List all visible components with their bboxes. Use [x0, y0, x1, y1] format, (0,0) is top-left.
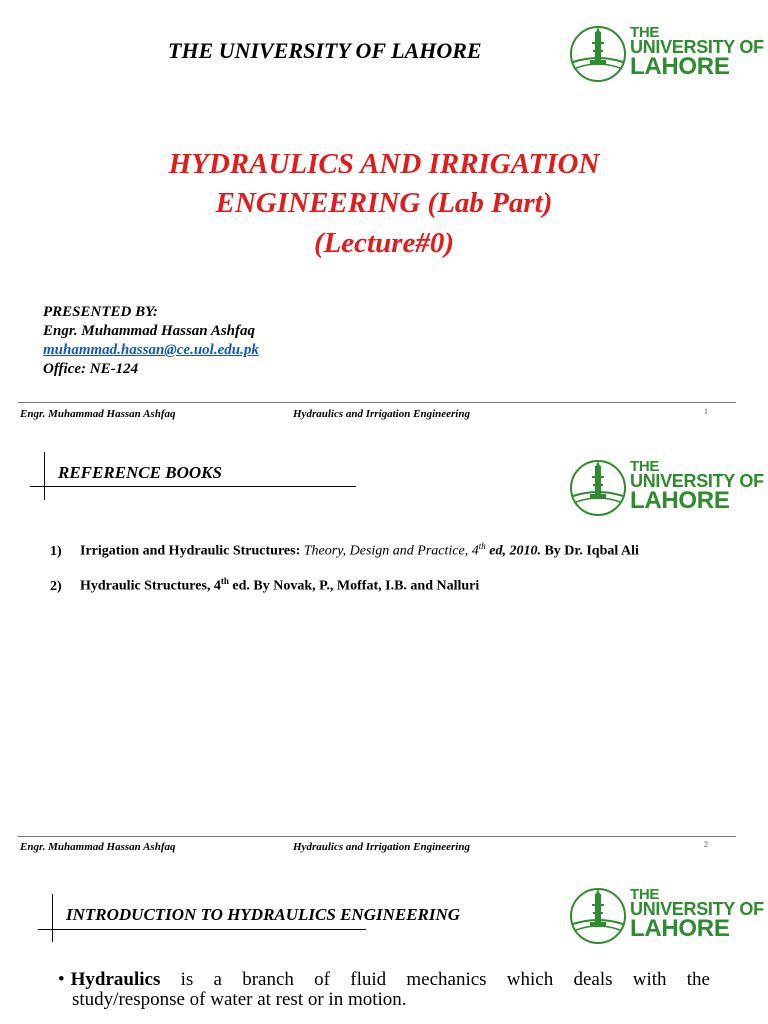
university-heading: THE UNIVERSITY OF LAHORE	[168, 38, 482, 63]
reference-number: 1)	[50, 543, 62, 559]
university-logo	[568, 886, 768, 946]
minar-emblem-icon	[568, 458, 628, 518]
footer-divider	[18, 402, 736, 403]
reference-number: 2)	[50, 578, 62, 594]
logo-line-the: THE	[630, 458, 660, 475]
university-logo	[568, 458, 768, 518]
reference-text: Hydraulic Structures, 4	[80, 578, 221, 594]
heading-accent-vertical	[44, 452, 45, 500]
footer-course: Hydraulics and Irrigation Engineering	[293, 408, 470, 420]
presenter-email-link[interactable]: muhammad.hassan@ce.uol.edu.pk	[43, 342, 259, 358]
page-number: 1	[704, 407, 708, 416]
minar-emblem-icon	[568, 886, 628, 946]
reference-sup: th	[478, 541, 486, 551]
reference-author: By Dr. Iqbal Ali	[540, 543, 639, 559]
reference-edition: ed, 2010.	[485, 543, 541, 559]
reference-subtitle: Theory, Design and Practice, 4	[303, 543, 479, 559]
logo-line-university-of: UNIVERSITY OF	[630, 899, 764, 919]
footer-author: Engr. Muhammad Hassan Ashfaq	[20, 841, 176, 853]
university-logo	[568, 24, 768, 84]
lecture-number: (Lecture#0)	[313, 227, 455, 259]
bullet-line-1	[58, 970, 710, 990]
logo-line-university-of: UNIVERSITY OF	[630, 471, 764, 491]
reference-item	[50, 576, 479, 595]
heading-accent-horizontal	[38, 929, 366, 930]
footer-course: Hydraulics and Irrigation Engineering	[293, 841, 470, 853]
bullet-term: Hydraulics	[70, 969, 161, 990]
heading-accent-vertical	[52, 894, 53, 942]
reference-author: ed. By Novak, P., Moffat, I.B. and Nalluri	[228, 578, 480, 594]
presenter-name: Engr. Muhammad Hassan Ashfaq	[43, 323, 256, 339]
logo-line-the: THE	[630, 886, 660, 903]
footer-author: Engr. Muhammad Hassan Ashfaq	[20, 408, 176, 420]
logo-line-lahore: LAHORE	[630, 915, 730, 942]
presented-by-label: PRESENTED BY:	[43, 304, 158, 320]
office-info: Office: NE-124	[43, 361, 139, 377]
footer-divider	[18, 836, 736, 837]
course-title-line-1: HYDRAULICS AND IRRIGATION	[168, 148, 600, 180]
reference-sup: th	[220, 576, 229, 586]
bullet-marker: •	[58, 969, 65, 990]
bullet-paragraph	[58, 970, 710, 1010]
reference-item	[50, 541, 639, 560]
bullet-line-2: study/response of water at rest or in motion.	[72, 989, 407, 1010]
section-heading: INTRODUCTION TO HYDRAULICS ENGINEERING	[66, 905, 461, 924]
minar-emblem-icon	[568, 24, 628, 84]
heading-accent-horizontal	[30, 486, 356, 487]
bullet-text: is a branch of fluid mechanics which deals with the	[160, 969, 710, 990]
logo-line-university-of: UNIVERSITY OF	[630, 37, 764, 57]
logo-line-lahore: LAHORE	[630, 53, 730, 80]
logo-line-lahore: LAHORE	[630, 487, 730, 514]
page-number: 2	[704, 840, 708, 849]
section-heading: REFERENCE BOOKS	[58, 463, 222, 482]
course-title-line-2: ENGINEERING (Lab Part)	[215, 187, 553, 219]
logo-line-the: THE	[630, 24, 660, 41]
reference-text: Irrigation and Hydraulic Structures:	[80, 543, 304, 559]
